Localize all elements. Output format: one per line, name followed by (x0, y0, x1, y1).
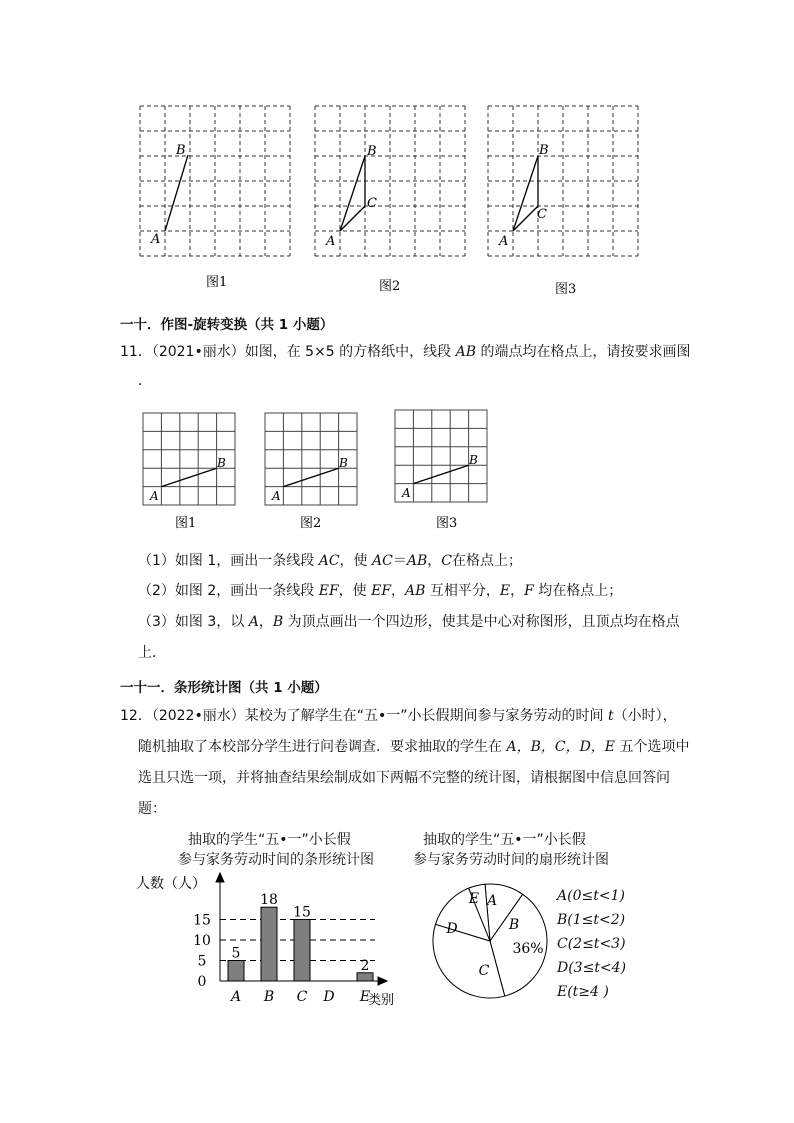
figure-caption: 图2 (300, 516, 322, 531)
x-tick-label: C (296, 989, 308, 1005)
x-tick-label: B (263, 989, 275, 1005)
y-tick-label: 15 (193, 912, 211, 929)
section-title-10: 一十．作图-旋转变换（共 1 小题） (120, 317, 334, 333)
pie-slice-label: B (508, 917, 520, 933)
point-label-a: A (326, 234, 336, 249)
pie-slice-label: E (468, 891, 480, 907)
legend-item-c: C(2≤t<3) (557, 936, 626, 952)
question-source: （2022•丽水） (151, 708, 245, 724)
figure-caption: 图1 (175, 516, 197, 531)
bar-chart-title: 抽取的学生“五•一”小长假 (188, 832, 351, 848)
question-11-part-3: （3）如图 3，以 A，B 为顶点画出一个四边形，使其是中心对称图形，且顶点均在格点 (138, 614, 680, 630)
pie-slice-label: A (486, 893, 498, 909)
question-12-line-4: 题： (138, 801, 166, 817)
y-tick-label: 0 (197, 974, 207, 990)
question-11-part-1: （1）如图 1，画出一条线段 AC，使 AC＝AB，C在格点上； (138, 553, 522, 569)
bar-value-label: 2 (360, 957, 370, 974)
bar-chart (130, 868, 415, 1013)
question-11-stem-end: ． (138, 373, 152, 389)
point-label-b: B (539, 143, 549, 158)
bar-c (294, 920, 310, 982)
top-figure-1 (130, 100, 305, 300)
point-label-c: C (367, 196, 377, 211)
question-source: （2021•丽水） (151, 344, 245, 360)
point-label-c: C (537, 207, 547, 222)
x-tick-label: A (230, 989, 242, 1005)
x-tick-label: D (323, 989, 335, 1005)
bar-value-label: 15 (293, 904, 311, 921)
bar-chart-subtitle: 参与家务劳动时间的条形统计图 (178, 852, 374, 868)
question-number: 11． (120, 344, 152, 360)
legend-item-e: E(t≥4 ) (557, 984, 609, 1000)
question-11-part-2: （2）如图 2，画出一条线段 EF，使 EF，AB 互相平分，E，F 均在格点上； (138, 583, 623, 599)
legend-item-d: D(3≤t<4) (557, 960, 627, 976)
figure-caption: 图3 (436, 516, 458, 531)
point-label-b: B (367, 144, 377, 159)
top-figure-3 (478, 100, 653, 300)
point-label-a: A (150, 489, 159, 503)
bar-chart-xlabel: 类别 (368, 993, 395, 1008)
question-11-stem: 11．（2021•丽水）如图，在 5×5 的方格纸中，线段 AB 的端点均在格点上，请按要求画图 (120, 344, 691, 360)
q11-figure-1 (138, 410, 248, 535)
point-label-b: B (176, 143, 186, 158)
bar-value-label: 5 (231, 945, 241, 962)
pie-chart-title: 抽取的学生“五•一”小长假 (423, 832, 586, 848)
figure-caption: 图3 (555, 282, 577, 297)
point-label-b: B (217, 456, 226, 470)
y-tick-label: 5 (197, 953, 207, 970)
question-number: 12． (120, 708, 152, 724)
figure-caption: 图1 (206, 275, 228, 290)
bar-a (228, 961, 244, 982)
question-12-line-3: 选且只选一项，并将抽查结果绘制成如下两幅不完整的统计图，请根据图中信息回答问 (138, 770, 670, 786)
pie-slice-label: D (446, 921, 458, 937)
x-tick-label: E (359, 989, 371, 1005)
segment-ab (165, 155, 188, 231)
point-label-b: B (339, 456, 348, 470)
section-title-11: 一十一．条形统计图（共 1 小题） (120, 680, 328, 696)
question-11-part-3-end: 上． (138, 645, 166, 661)
point-label-b: B (469, 453, 478, 467)
bar-b (261, 907, 277, 981)
pie-legend (557, 884, 626, 1004)
legend-item-a: A(0≤t<1) (557, 888, 625, 904)
bar-chart-ylabel: 人数（人） (136, 876, 206, 892)
bar-e (357, 973, 373, 981)
point-label-a: A (499, 234, 509, 249)
point-label-a: A (402, 486, 411, 500)
pie-chart (430, 875, 550, 1005)
question-12-line-1: 12．（2022•丽水）某校为了解学生在“五•一”小长假期间参与家务劳动的时间 t（小时）， (120, 708, 677, 724)
pie-percent-label: 36% (512, 941, 544, 957)
question-12-line-2: 随机抽取了本校部分学生进行问卷调查．要求抽取的学生在 A，B，C，D，E 五个选项中 (138, 739, 690, 755)
y-tick-label: 10 (193, 933, 211, 949)
q11-figure-2 (260, 410, 370, 535)
bar-value-label: 18 (260, 892, 278, 909)
point-label-a: A (272, 489, 281, 503)
pie-slice-label: C (478, 963, 490, 979)
top-figure-2 (305, 100, 480, 300)
figure-caption: 图2 (379, 279, 401, 294)
pie-chart-subtitle: 参与家务劳动时间的扇形统计图 (413, 852, 609, 868)
legend-item-b: B(1≤t<2) (557, 912, 626, 928)
point-label-a: A (151, 232, 161, 247)
q11-figure-3 (390, 407, 500, 535)
